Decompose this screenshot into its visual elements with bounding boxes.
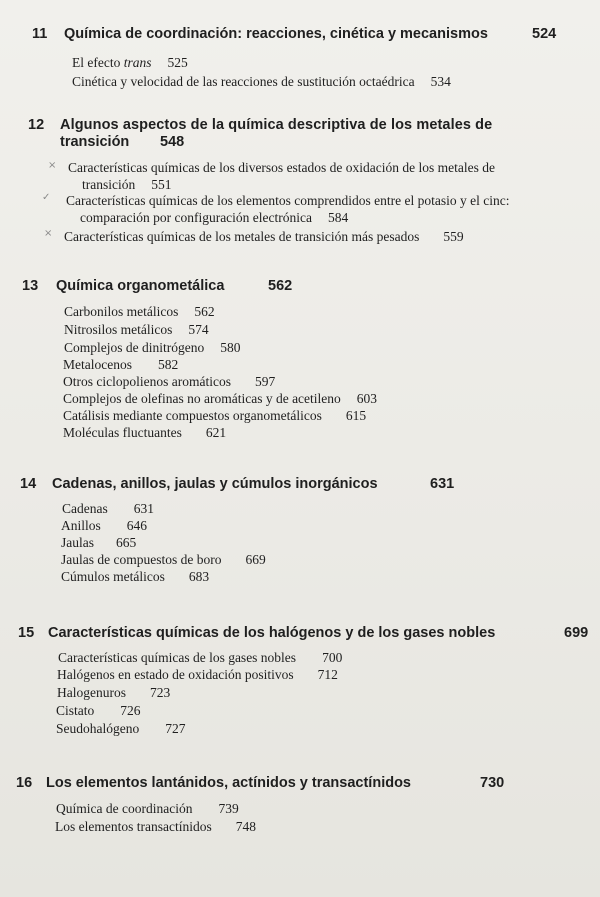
entry-text: Los elementos transactínidos — [55, 819, 212, 834]
pencil-mark-icon: × — [44, 228, 53, 239]
toc-entry — [56, 801, 239, 816]
chapter-page: 730 — [480, 775, 505, 791]
pencil-mark-icon: × — [48, 160, 57, 171]
toc-entry — [64, 340, 240, 355]
chapter-page: 524 — [532, 26, 557, 42]
entry-text: Jaulas de compuestos de boro — [61, 552, 222, 567]
entry-page: 525 — [167, 55, 188, 70]
toc-entry — [64, 322, 209, 337]
entry-text: Catálisis mediante compuestos organometálicos — [63, 408, 322, 423]
entry-page: 748 — [235, 819, 256, 834]
toc-entry-cont — [82, 177, 172, 192]
entry-text: Características químicas de los elementos comprendidos entre el potasio y el cinc: — [66, 193, 510, 208]
entry-page: 584 — [328, 210, 349, 225]
entry-page: 621 — [205, 425, 227, 440]
chapter-title: Química de coordinación: reacciones, cinética y mecanismos — [64, 26, 488, 42]
chapter-title-cont: transición — [60, 134, 130, 150]
entry-page: 582 — [157, 357, 179, 372]
entry-page: 726 — [120, 703, 141, 718]
chapter-page: 699 — [564, 625, 589, 641]
entry-page: 665 — [116, 535, 137, 550]
entry-text: Complejos de dinitrógeno — [64, 340, 205, 355]
entry-page: 597 — [254, 374, 276, 389]
entry-page: 574 — [188, 322, 209, 337]
entry-page: 551 — [151, 177, 172, 192]
toc-entry — [63, 391, 377, 406]
entry-text: Química de coordinación — [56, 801, 193, 816]
entry-page: 615 — [345, 408, 367, 423]
chapter-title: Algunos aspectos de la química descriptiva de los metales de — [60, 117, 493, 133]
chapter-title: Los elementos lantánidos, actínidos y transactínidos — [46, 775, 411, 791]
entry-text: El efecto trans — [72, 55, 152, 70]
entry-text: Cinética y velocidad de las reacciones de sustitución octaédrica — [72, 74, 415, 89]
chapter-title: Características químicas de los halógenos y de los gases nobles — [48, 625, 496, 641]
toc-entry — [61, 535, 136, 550]
chapter-number: 11 — [32, 26, 48, 42]
chapter-page: 562 — [268, 278, 293, 294]
entry-page: 603 — [356, 391, 378, 406]
entry-text: Cadenas — [62, 501, 108, 516]
entry-text: comparación por configuración electrónica — [80, 210, 313, 225]
toc-entry — [58, 650, 342, 665]
chapter-number: 16 — [16, 775, 33, 791]
entry-page: 700 — [322, 650, 343, 665]
entry-page: 669 — [245, 552, 266, 567]
toc-entry — [55, 819, 256, 834]
entry-page: 646 — [126, 518, 148, 533]
entry-text: Características químicas de los metales de transición más pesados — [64, 229, 420, 244]
entry-page: 683 — [188, 569, 210, 584]
toc-entry — [63, 408, 366, 423]
entry-text: transición — [82, 177, 136, 192]
toc-entry-cont — [80, 210, 348, 225]
pencil-mark-icon: ✓ — [42, 192, 51, 203]
toc-entry — [61, 569, 209, 584]
chapter-page: 548 — [160, 134, 185, 150]
chapter-number: 15 — [18, 625, 35, 641]
entry-text: Jaulas — [61, 535, 94, 550]
entry-text: Cúmulos metálicos — [61, 569, 165, 584]
entry-page: 723 — [149, 685, 171, 700]
entry-page: 559 — [443, 229, 464, 244]
toc-entry — [64, 229, 464, 244]
toc-entry — [63, 357, 178, 372]
entry-page: 534 — [430, 74, 451, 89]
entry-text: Nitrosilos metálicos — [64, 322, 173, 337]
entry-text: Metalocenos — [63, 357, 132, 372]
entry-text: Complejos de olefinas no aromáticas y de acetileno — [63, 391, 341, 406]
entry-text: Seudohalógeno — [56, 721, 140, 736]
entry-text: Cistato — [56, 703, 95, 718]
entry-text: Otros ciclopolienos aromáticos — [63, 374, 231, 389]
chapter-number: 14 — [20, 476, 37, 492]
toc-entry — [66, 193, 509, 208]
entry-text: Halogenuros — [57, 685, 126, 700]
chapter-title: Química organometálica — [56, 278, 225, 294]
toc-entry — [57, 685, 170, 700]
entry-page: 631 — [133, 501, 154, 516]
toc-entry — [64, 304, 215, 319]
entry-page: 712 — [317, 667, 338, 682]
toc-entry — [62, 501, 154, 516]
entry-text: Carbonilos metálicos — [64, 304, 179, 319]
toc-entry — [61, 518, 147, 533]
entry-text: Anillos — [61, 518, 101, 533]
toc-entry — [56, 721, 186, 736]
entry-text: Características químicas de los gases nobles — [58, 650, 297, 665]
entry-page: 580 — [220, 340, 241, 355]
toc-entry — [72, 55, 188, 70]
chapter-number: 12 — [28, 117, 45, 133]
entry-page: 739 — [218, 801, 239, 816]
toc-entry — [57, 667, 338, 682]
entry-page: 727 — [165, 721, 186, 736]
entry-text: Moléculas fluctuantes — [63, 425, 182, 440]
entry-text: Características químicas de los diversos estados de oxidación de los metales de — [68, 160, 496, 175]
entry-text: Halógenos en estado de oxidación positivos — [57, 667, 294, 682]
entry-page: 562 — [194, 304, 215, 319]
toc-entry — [56, 703, 141, 718]
toc-entry — [63, 374, 275, 389]
chapter-page: 631 — [430, 476, 455, 492]
toc-entry — [61, 552, 266, 567]
toc-entry — [72, 74, 451, 89]
chapter-title: Cadenas, anillos, jaulas y cúmulos inorgánicos — [52, 476, 378, 492]
toc-entry — [68, 160, 495, 175]
toc-entry — [63, 425, 226, 440]
chapter-number: 13 — [22, 278, 39, 294]
